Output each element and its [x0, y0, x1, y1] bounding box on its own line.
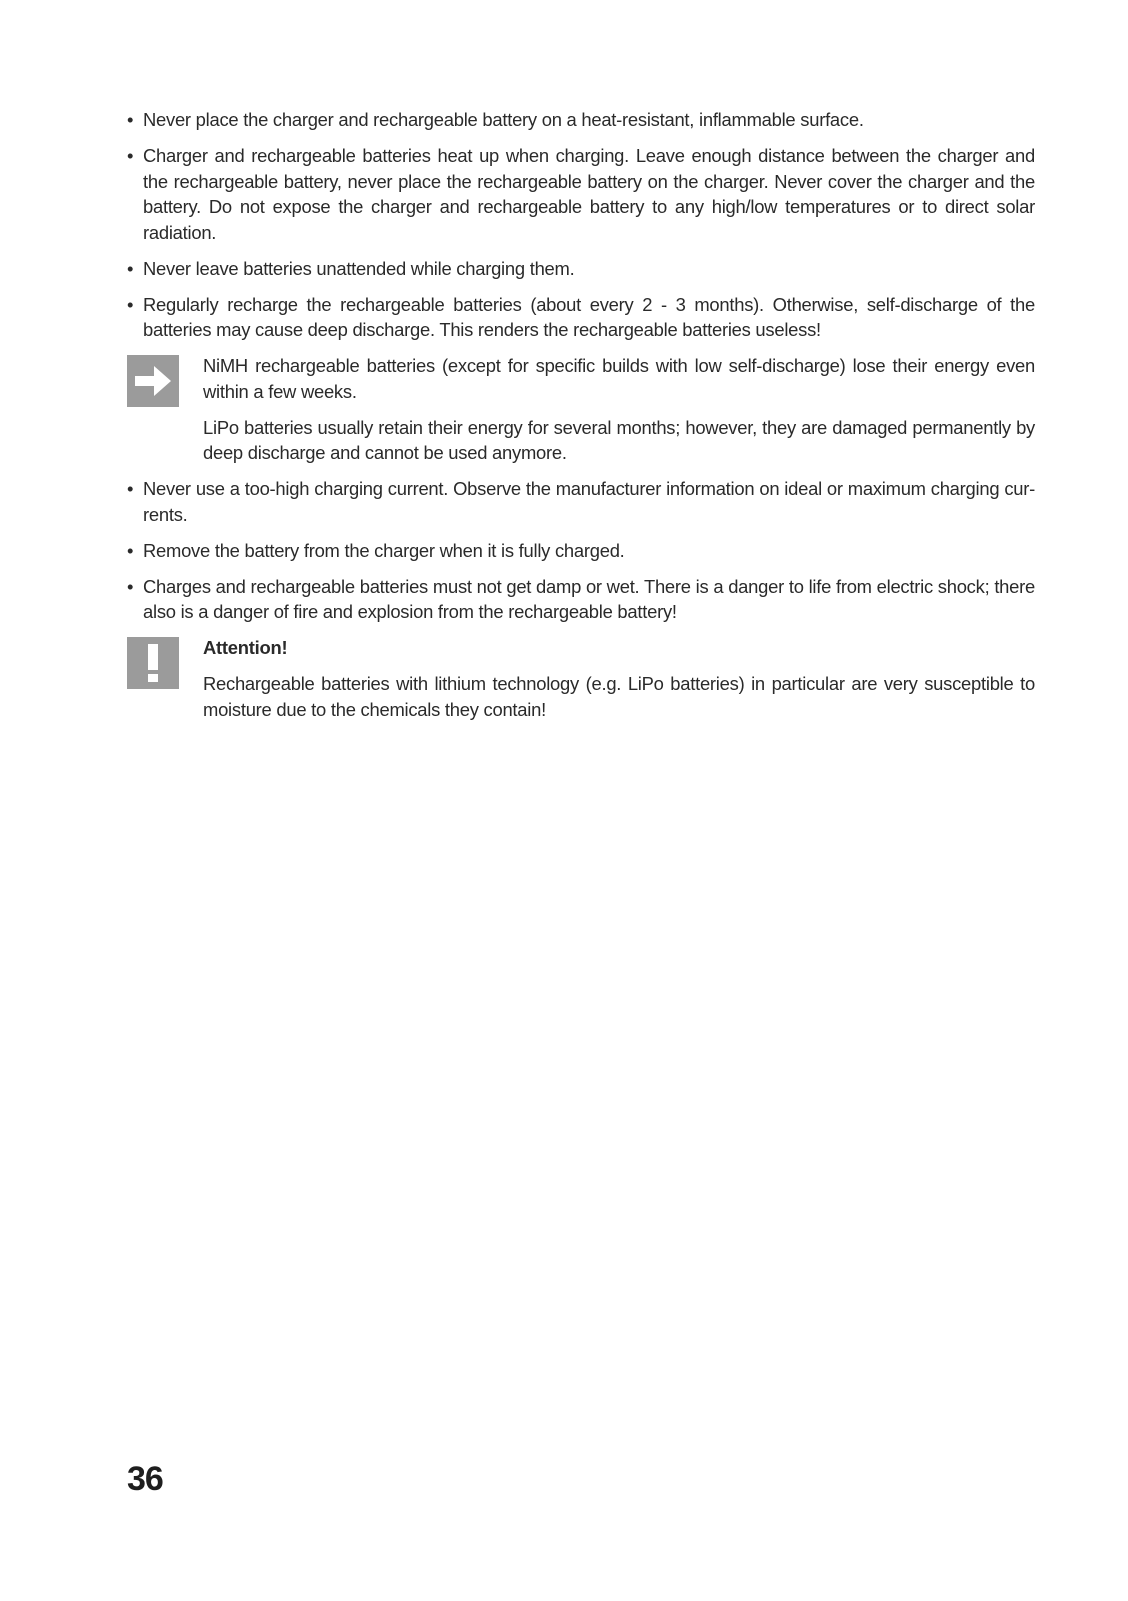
bullet-text: Regularly recharge the rechargeable batteries (about every 2 - 3 months). Otherwise, self-discharge of the batteries may cause deep discharge. This renders the rechargeable batteries useless! [143, 293, 1035, 340]
bullet-dot: • [127, 257, 134, 279]
bullet-item [127, 256, 1035, 282]
bullet-dot: • [127, 145, 134, 166]
bullet-dot: • [127, 293, 134, 315]
bullet-item [127, 476, 1035, 527]
info-note [127, 353, 1035, 466]
bullet-item [127, 143, 1035, 245]
arrow-right-icon [127, 355, 179, 407]
exclamation-icon [127, 637, 179, 689]
warning-paragraph: Rechargeable batteries with lithium technology (e.g. LiPo batteries) in particular are very susceptible to moisture due to the chemicals they contain! [203, 673, 1035, 720]
bullet-text: Charger and rechargeable batteries heat up when charging. Leave enough distance between the charger and the rechargeable battery, never place the rechargeable battery on the charger. Never cover the charger and the battery. Do not expose the charger and rechargeable battery to any high/low temperatures or to direct solar radiation. [143, 145, 1035, 243]
warning-heading: Attention! [203, 637, 288, 658]
page-number: 36 [127, 1460, 163, 1498]
warning-note [127, 635, 1035, 722]
bullet-text: Never place the charger and rechargeable battery on a heat-resistant, inflammable surface. [143, 109, 864, 130]
bullet-item [127, 574, 1035, 625]
bullet-item [127, 292, 1035, 343]
bullet-item [127, 107, 1035, 133]
bullet-dot: • [127, 478, 134, 499]
note-paragraph: LiPo batteries usually retain their energy for several months; however, they are damaged permanently by deep discharge and cannot be used anymore. [203, 416, 1035, 463]
page-content [127, 107, 1035, 733]
bullet-dot: • [127, 575, 134, 597]
bullet-dot: • [127, 539, 134, 561]
bullet-text: Remove the battery from the charger when it is fully charged. [143, 539, 625, 561]
bullet-text: Never leave batteries unattended while charging them. [143, 257, 575, 279]
bullet-item [127, 538, 1035, 564]
bullet-text: Charges and rechargeable batteries must not get damp or wet. There is a danger to life from electric shock; there also is a danger of fire and explosion from the rechargeable battery! [143, 575, 1035, 622]
note-paragraph: NiMH rechargeable batteries (except for specific builds with low self-discharge) lose their energy even within a few weeks. [203, 355, 1035, 402]
bullet-text: Never use a too-high charging current. Observe the manufacturer information on ideal or maximum charging cur-rents. [143, 478, 1035, 525]
bullet-dot: • [127, 109, 134, 130]
